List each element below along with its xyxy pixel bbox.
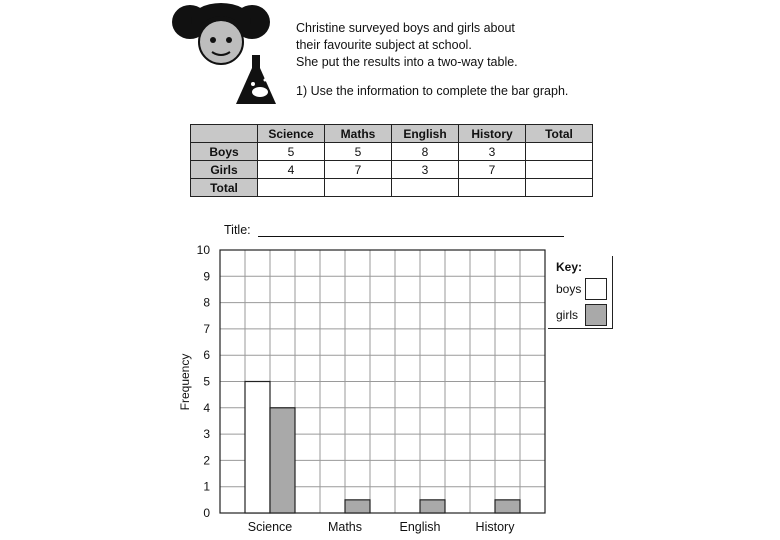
row-label: Total (191, 179, 258, 197)
table-cell: 3 (392, 161, 459, 179)
y-tick-label: 6 (203, 348, 210, 363)
y-tick-label: 0 (203, 506, 210, 520)
intro-line-2: their favourite subject at school. (296, 38, 472, 52)
x-tick-label: Science (247, 520, 293, 534)
key-title: Key: (556, 260, 583, 274)
table-cell: 8 (392, 143, 459, 161)
table-header-cell: Maths (325, 125, 392, 143)
question-1: 1) Use the information to complete the bar graph. (296, 84, 569, 98)
y-tick-label: 1 (203, 479, 210, 494)
y-tick-label: 3 (203, 427, 210, 442)
y-tick-label: 4 (203, 400, 210, 415)
bar-boys-science (245, 382, 270, 514)
legend-key (548, 256, 613, 329)
key-label-girls: girls (556, 308, 579, 322)
row-label: Boys (191, 143, 258, 161)
table-cell: 7 (459, 161, 526, 179)
y-tick-label: 2 (203, 453, 210, 468)
bar-girls-science (270, 408, 295, 513)
x-tick-label: English (399, 520, 441, 534)
intro-line-3: She put the results into a two-way table. (296, 55, 518, 69)
key-swatch-boys (585, 278, 607, 300)
table-header-cell: Science (258, 125, 325, 143)
x-tick-label: Maths (327, 520, 363, 534)
bar-girls-english (420, 500, 445, 513)
bar-girls-history (495, 500, 520, 513)
table-header-cell: Total (526, 125, 593, 143)
table-header-cell: History (459, 125, 526, 143)
bar-girls-maths (345, 500, 370, 513)
y-tick-label: 10 (196, 243, 210, 257)
table-cell: 5 (325, 143, 392, 161)
y-tick-label: 8 (203, 295, 210, 310)
graph-title-label: Title: (224, 223, 251, 237)
table-header-cell: English (392, 125, 459, 143)
intro-line-1: Christine surveyed boys and girls about (296, 21, 515, 35)
y-tick-label: 7 (203, 321, 210, 336)
x-tick-label: History (475, 520, 515, 534)
y-tick-label: 9 (203, 269, 210, 284)
table-cell: 4 (258, 161, 325, 179)
table-cell: 3 (459, 143, 526, 161)
y-tick-label: 5 (203, 374, 210, 389)
key-label-boys: boys (556, 282, 582, 296)
row-label: Girls (191, 161, 258, 179)
table-cell: 5 (258, 143, 325, 161)
table-cell: 7 (325, 161, 392, 179)
y-axis-title: Frequency (178, 353, 192, 411)
key-swatch-girls (585, 304, 607, 326)
